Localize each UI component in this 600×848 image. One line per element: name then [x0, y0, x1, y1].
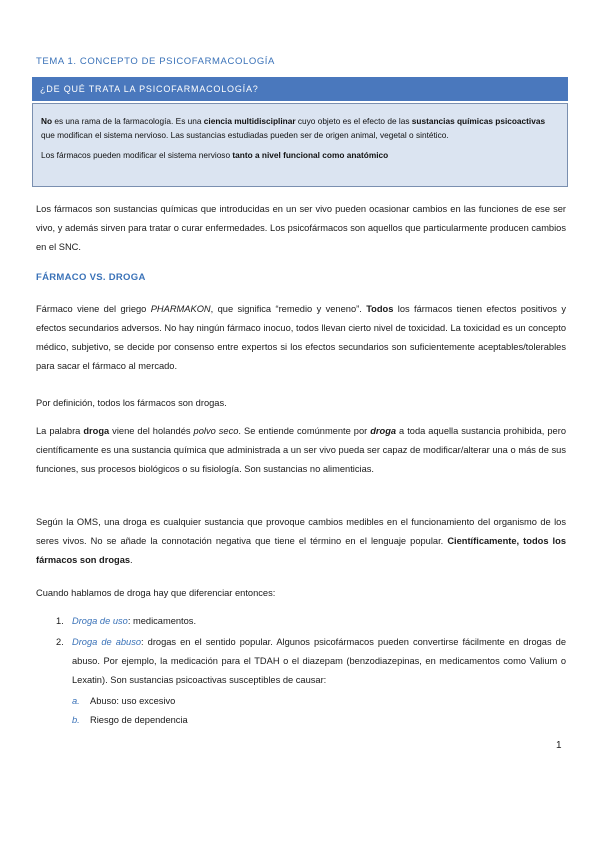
text: que modifican el sistema nervioso. Las sustancias estudiadas pueden ser de origen animal, vegetal o sintético.: [41, 130, 449, 140]
paragraph-text: Los fármacos son sustancias químicas que introducidas en un ser vivo pueden ocasionar cambios en las funciones de ese ser vivo, y además sirven para tratar o curar enfermedades. Los psicofármacos son aquellos que particularmente producen cambios en el SNC.: [36, 204, 566, 252]
list-text: : drogas en el sentido popular. Algunos psicofármacos pueden convertirse fácilmente en drogas de abuso. Por ejemplo, la medicación para el TDAH o el diazepam (benzodiazepinas, en medicamentos como Valium o Lexatin). Son sustancias psicoactivas susceptibles de causar:: [72, 637, 566, 685]
summary-box: [32, 103, 568, 187]
paragraph-text: Por definición, todos los fármacos son drogas.: [36, 398, 227, 408]
sublist-letter: b.: [72, 715, 80, 725]
text: Fármaco viene del griego: [36, 304, 151, 314]
intro-paragraph: [36, 200, 566, 257]
text: cuyo objeto es el efecto de las: [295, 116, 412, 126]
list-number: 2.: [56, 637, 64, 647]
sublist-text: Abuso: uso excesivo: [90, 696, 176, 706]
summary-paragraph-2: [41, 148, 559, 162]
sublist-item: [36, 692, 566, 711]
list-text: : medicamentos.: [127, 616, 197, 626]
italic-term: polvo seco: [193, 426, 239, 436]
text: los fármacos tienen efectos positivos y efectos secundarios adversos. No hay ningún fármaco inocuo, todos llevan cierto nivel de toxicidad. La toxicidad es un concepto médico, subjetivo, se decide por consenso entre expertos si los efectos secundarios son suficientemente aceptables/tolerables para sacar el fármaco al mercado.: [36, 304, 566, 371]
text: viene del holandés: [109, 426, 194, 436]
paragraph-diferenciar: [36, 584, 566, 603]
emphasis: Todos: [366, 304, 394, 314]
sublist-item: [36, 711, 566, 730]
emphasis: ciencia multidisciplinar: [203, 116, 296, 126]
text: .: [130, 555, 133, 565]
emphasis: droga: [370, 426, 397, 436]
paragraph-oms: [36, 513, 566, 570]
emphasis: No: [41, 116, 53, 126]
summary-paragraph-1: [41, 114, 559, 142]
paragraph-farmaco: [36, 300, 566, 376]
paragraph-definicion: [36, 394, 566, 413]
emphasis: tanto a nivel funcional como anatómico: [232, 150, 389, 160]
emphasis: droga: [83, 426, 110, 436]
text: La palabra: [36, 426, 84, 436]
sublist-letter: a.: [72, 696, 80, 706]
text: Los fármacos pueden modificar el sistema nervioso: [41, 150, 233, 160]
section-banner: ¿DE QUÉ TRATA LA PSICOFARMACOLOGÍA?: [32, 77, 568, 101]
page-number: 1: [556, 740, 562, 751]
list-number: 1.: [56, 616, 64, 626]
paragraph-droga: [36, 422, 566, 479]
italic-term: PHARMAKON: [150, 304, 211, 314]
emphasis: Científicamente, todos los fármacos son drogas: [36, 536, 566, 565]
sublist-text: Riesgo de dependencia: [90, 715, 188, 725]
list-item: [36, 612, 566, 631]
section-heading: FÁRMACO VS. DROGA: [36, 272, 146, 283]
text: , que significa “remedio y veneno”.: [210, 304, 367, 314]
list-term: Droga de uso: [72, 616, 128, 626]
paragraph-text: Cuando hablamos de droga hay que diferenciar entonces:: [36, 588, 276, 598]
text: es una rama de la farmacología. Es una: [52, 116, 204, 126]
text: . Se entiende comúnmente por: [238, 426, 371, 436]
list-term: Droga de abuso: [72, 637, 142, 647]
emphasis: sustancias químicas psicoactivas: [411, 116, 546, 126]
numbered-list: [36, 612, 566, 730]
text: Según la OMS, una droga es cualquier sustancia que provoque cambios medibles en el funcionamiento del organismo de los seres vivos. No se añade la connotación negativa que tiene el término en el lenguaje popular.: [36, 517, 566, 546]
chapter-title: TEMA 1. CONCEPTO DE PSICOFARMACOLOGÍA: [36, 56, 275, 67]
list-item: [36, 633, 566, 690]
text: a toda aquella sustancia prohibida, pero científicamente es una sustancia química que administrada a un ser vivo pueda ser capaz de modificar/alterar una o más de sus funciones, sus procesos biológicos o su fisiología. Son sustancias no alimenticias.: [36, 426, 566, 474]
